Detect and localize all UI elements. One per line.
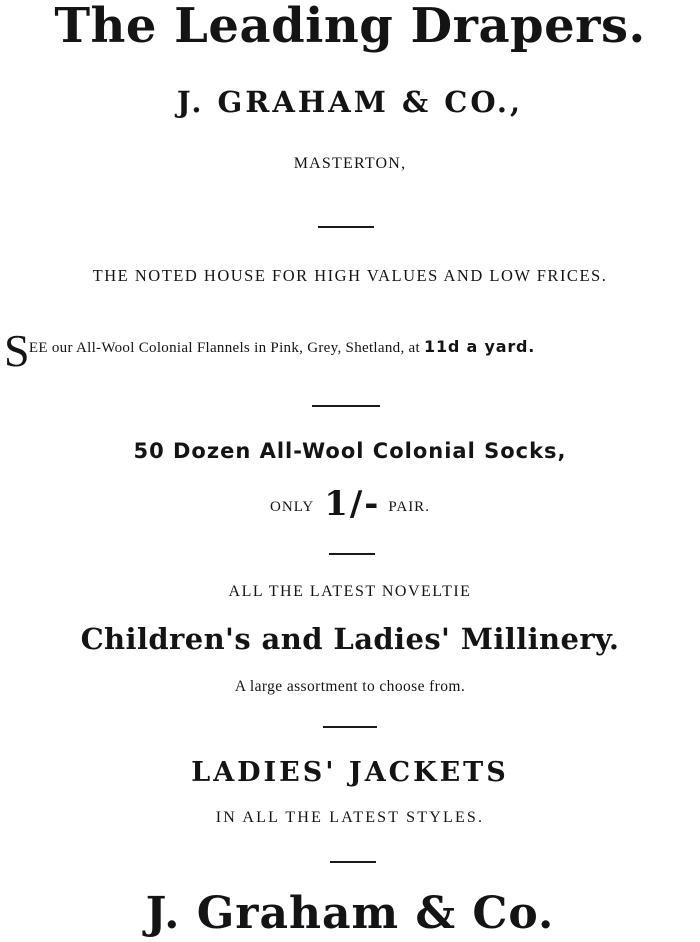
divider-rule [318,226,374,228]
firm-name-bottom: J. Graham & Co. [145,888,555,939]
assortment-line: A large assortment to choose from. [234,678,466,695]
noted-house-line: THE NOTED HOUSE FOR HIGH VALUES AND LOW FRICES. [92,266,608,285]
divider-rule [330,861,376,863]
styles-line: IN ALL THE LATEST STYLES. [215,809,485,826]
socks-price-line [0,486,700,525]
jackets-headline: LADIES' JACKETS [191,757,509,788]
flannels-text: EE our All-Wool Colonial Flannels in Pink, Grey, Shetland, at [28,340,425,356]
socks-headline: 50 Dozen All-Wool Colonial Socks, [133,439,567,463]
drop-cap: S [4,325,30,376]
divider-rule [312,405,380,407]
millinery-headline: Children's and Ladies' Millinery. [80,622,620,656]
firm-name-top: J. GRAHAM & CO., [176,85,524,119]
flannels-price: 11d a yard. [424,337,536,356]
divider-rule [329,553,375,555]
socks-price: 1/- [324,484,381,524]
pair-label: PAIR. [388,499,430,515]
town-name: MASTERTON, [293,155,407,172]
only-label: ONLY [270,499,315,515]
headline: The Leading Drapers. [54,0,646,54]
divider-rule [323,726,377,728]
novelties-line: ALL THE LATEST NOVELTIE [228,583,472,600]
flannels-line [4,325,700,376]
